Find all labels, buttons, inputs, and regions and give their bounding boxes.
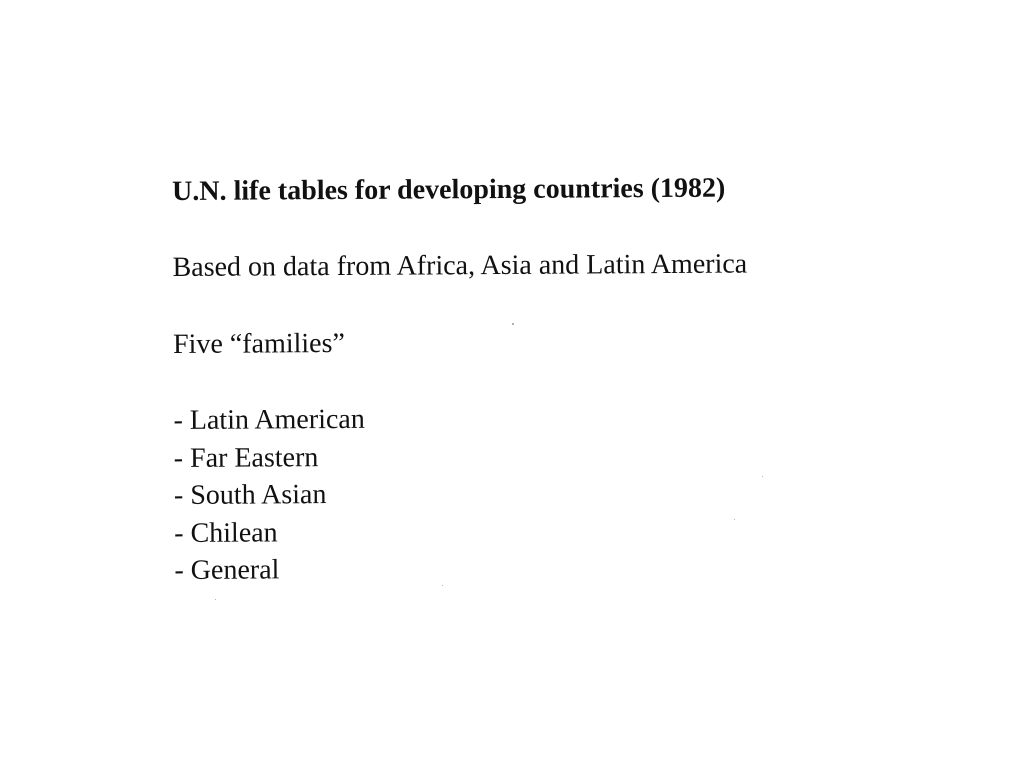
- family-item-chilean: - Chilean: [174, 516, 278, 549]
- families-heading: Five “families”: [172, 327, 345, 360]
- slide-content: [172, 167, 935, 589]
- family-item-far-eastern: - Far Eastern: [173, 441, 319, 474]
- slide-title: U.N. life tables for developing countries (1982): [172, 172, 726, 207]
- scan-speck: [512, 323, 514, 325]
- family-item-general: - General: [174, 554, 280, 586]
- family-item-south-asian: - South Asian: [173, 479, 327, 511]
- scan-speck: [762, 476, 763, 477]
- scan-speck: [734, 519, 735, 520]
- family-item-latin-american: - Latin American: [173, 403, 365, 436]
- scan-speck: [215, 599, 216, 600]
- families-list: [173, 397, 934, 589]
- scan-speck: [442, 585, 443, 586]
- slide-subtitle: Based on data from Africa, Asia and Latin America: [172, 248, 748, 283]
